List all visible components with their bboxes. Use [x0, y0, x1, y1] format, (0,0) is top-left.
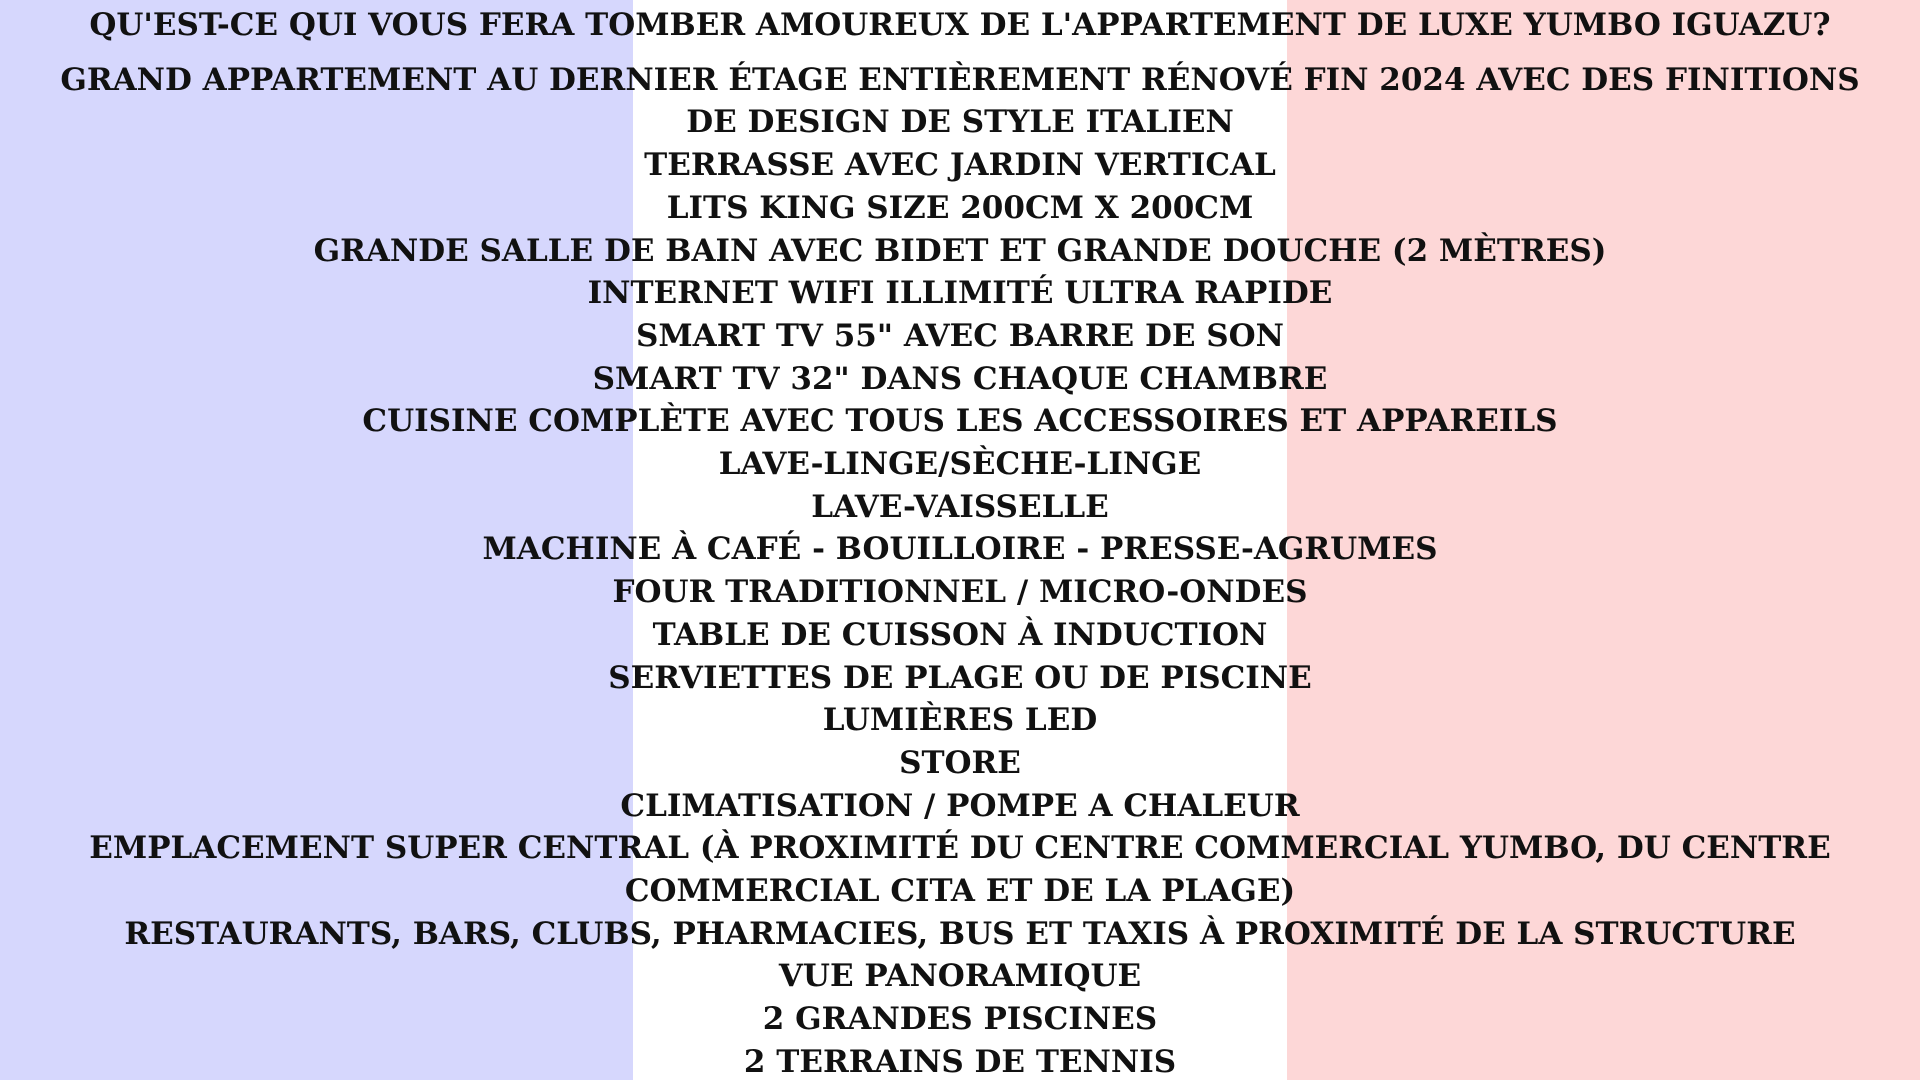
- feature-item: TABLE DE CUISSON À INDUCTION: [652, 616, 1268, 653]
- feature-item: FOUR TRADITIONNEL / MICRO-ONDES: [612, 574, 1308, 611]
- feature-item: EMPLACEMENT SUPER CENTRAL (À PROXIMITÉ DU CENTRE COMMERCIAL YUMBO, DU CENTRE COMMERCIAL CITA ET DE LA PLAGE): [89, 830, 1831, 910]
- feature-item: CLIMATISATION / POMPE A CHALEUR: [620, 787, 1300, 824]
- feature-item: RESTAURANTS, BARS, CLUBS, PHARMACIES, BUS ET TAXIS À PROXIMITÉ DE LA STRUCTURE: [124, 915, 1796, 952]
- feature-item: LAVE-LINGE/SÈCHE-LINGE: [718, 446, 1202, 483]
- feature-item: VUE PANORAMIQUE: [778, 958, 1142, 995]
- feature-item: 2 GRANDES PISCINES: [762, 1001, 1158, 1038]
- feature-item: STORE: [899, 744, 1021, 781]
- feature-item: MACHINE À CAFÉ - BOUILLOIRE - PRESSE-AGRUMES: [482, 531, 1438, 568]
- feature-item: GRANDE SALLE DE BAIN AVEC BIDET ET GRANDE DOUCHE (2 MÈTRES): [313, 232, 1607, 269]
- feature-item: INTERNET WIFI ILLIMITÉ ULTRA RAPIDE: [587, 275, 1333, 312]
- feature-item: TERRASSE AVEC JARDIN VERTICAL: [644, 147, 1276, 184]
- feature-item: LAVE-VAISSELLE: [811, 488, 1109, 525]
- page-title: QU'EST-CE QUI VOUS FERA TOMBER AMOUREUX DE L'APPARTEMENT DE LUXE YUMBO IGUAZU?: [89, 7, 1831, 43]
- feature-item: 2 TERRAINS DE TENNIS: [743, 1043, 1177, 1080]
- feature-item: SERVIETTES DE PLAGE OU DE PISCINE: [608, 659, 1312, 696]
- feature-item: LUMIÈRES LED: [822, 702, 1098, 739]
- amenities-text-block: [30, 4, 1890, 1080]
- feature-item: CUISINE COMPLÈTE AVEC TOUS LES ACCESSOIRES ET APPAREILS: [362, 403, 1558, 440]
- feature-item: GRAND APPARTEMENT AU DERNIER ÉTAGE ENTIÈREMENT RÉNOVÉ FIN 2024 AVEC DES FINITIONS DE DESIGN DE STYLE ITALIEN: [60, 61, 1860, 141]
- feature-item: SMART TV 55" AVEC BARRE DE SON: [635, 317, 1284, 354]
- feature-item: LITS KING SIZE 200CM X 200CM: [666, 189, 1254, 226]
- feature-item: SMART TV 32" DANS CHAQUE CHAMBRE: [592, 360, 1328, 397]
- feature-list: [30, 59, 1890, 1080]
